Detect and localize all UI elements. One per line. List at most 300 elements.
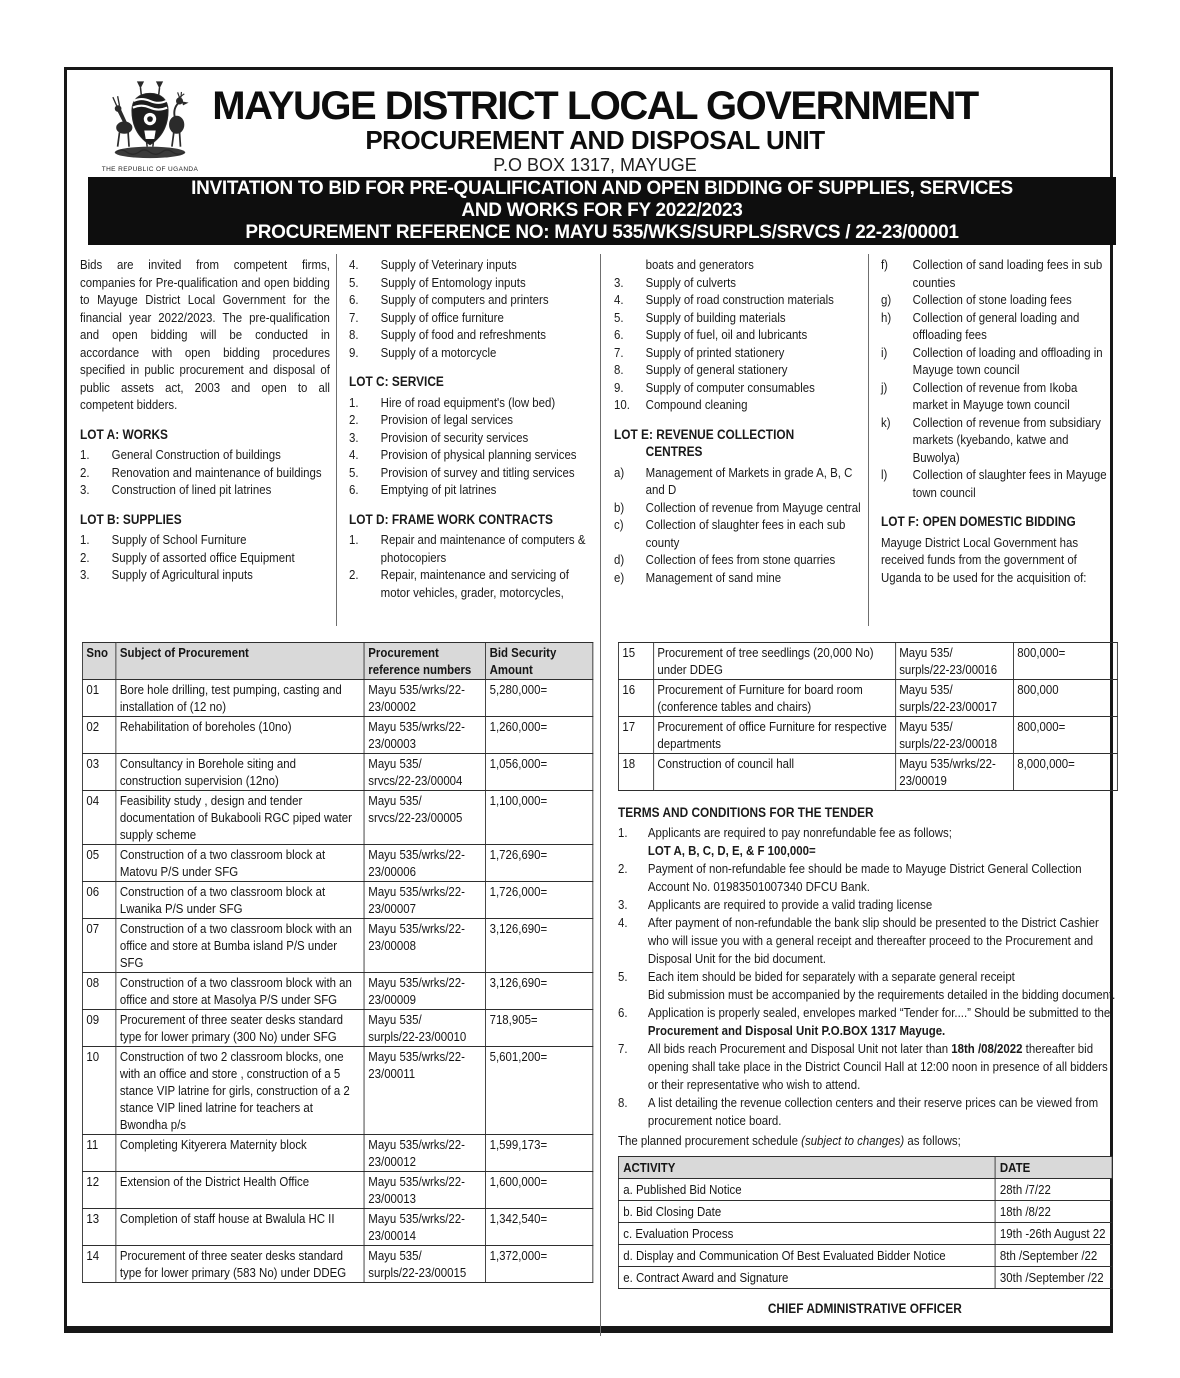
paragraph: Bids are invited from competent firms, companies for Pre-qualification and open bidding to Mayuge District Local Government for the financial year 2022/2023. The pre-qualification and open bidding will be conducted in accordance with open bidding procedures specified in public procurement and disposal of public assets act, 2003 and open to all competent bidders. bbox=[80, 257, 330, 412]
list-item-text: Supply of computers and printers bbox=[380, 292, 549, 307]
list-marker: f) bbox=[881, 257, 888, 272]
cell-sno: 01 bbox=[82, 680, 115, 717]
cell-amount: 718,905= bbox=[486, 1010, 593, 1047]
list-item bbox=[614, 464, 867, 499]
cell-subject: Construction of a two classroom block with an office and store at Bumba island P/S under SFG bbox=[116, 919, 364, 973]
table-header-row bbox=[82, 643, 592, 680]
schedule-table-container bbox=[618, 1156, 1118, 1289]
text-run: Applicants are required to provide a valid trading license bbox=[647, 897, 933, 912]
list-item bbox=[349, 344, 596, 362]
text-run: All bids reach Procurement and Disposal Unit not later than bbox=[647, 1041, 952, 1056]
cell-amount: 1,342,540= bbox=[486, 1209, 593, 1246]
cell-reference: Mayu 535/wrks/22- 23/00009 bbox=[364, 973, 485, 1010]
cell-sno: 13 bbox=[82, 1209, 115, 1246]
list-item-text: Supply of culverts bbox=[645, 274, 736, 290]
list-marker: 6. bbox=[349, 292, 359, 307]
cell-sno: 11 bbox=[82, 1135, 115, 1172]
list-item-text: Supply of building materials bbox=[645, 309, 786, 325]
cell-sno: 04 bbox=[82, 791, 115, 845]
list-item-text: Repair and maintenance of computers & photocopiers bbox=[380, 532, 586, 565]
cell-amount: 1,260,000= bbox=[486, 717, 593, 754]
list-item bbox=[80, 531, 330, 549]
table-row bbox=[618, 754, 1117, 791]
cell-amount: 8,000,000= bbox=[1013, 754, 1117, 791]
cell-amount: 1,726,000= bbox=[486, 882, 593, 919]
terms-item bbox=[618, 1004, 1118, 1040]
terms-item-text bbox=[648, 1094, 1118, 1130]
cell-amount: 800,000= bbox=[1013, 643, 1117, 680]
cell-sno: 08 bbox=[82, 973, 115, 1010]
list-item-text: Compound cleaning bbox=[645, 397, 748, 412]
terms-item-text bbox=[648, 824, 1118, 860]
table-row bbox=[82, 717, 592, 754]
table-row bbox=[82, 882, 592, 919]
list-item bbox=[349, 566, 596, 601]
table-row bbox=[82, 791, 592, 845]
list-item-text: boats and generators bbox=[645, 257, 754, 272]
list-item-text: Hire of road equipment's (low bed) bbox=[380, 394, 556, 410]
procurement-table-left bbox=[82, 642, 593, 1283]
list-item bbox=[614, 396, 867, 414]
list-marker: 9. bbox=[349, 344, 359, 360]
list-marker: 5. bbox=[349, 274, 359, 290]
table-row bbox=[82, 919, 592, 973]
list-marker: 5. bbox=[614, 309, 624, 325]
list-marker: 6. bbox=[349, 482, 359, 497]
list-marker: 10. bbox=[614, 397, 630, 412]
text-run: as follows; bbox=[904, 1133, 961, 1148]
list-item-text: Supply of fuel, oil and lubricants bbox=[645, 327, 808, 342]
list-marker: 1. bbox=[80, 532, 90, 547]
cell-amount: 3,126,690= bbox=[486, 919, 593, 973]
list-item-text: Collection of slaughter fees in Mayuge town council bbox=[912, 467, 1107, 500]
list-item-text: Supply of assorted office Equipment bbox=[111, 549, 295, 565]
schedule-row bbox=[618, 1223, 1112, 1245]
banner-line-3: PROCUREMENT REFERENCE NO: MAYU 535/WKS/SURPLS/SRVCS / 22-23/00001 bbox=[245, 222, 959, 243]
list-item-text: Emptying of pit latrines bbox=[380, 482, 497, 497]
logo-block bbox=[95, 80, 205, 173]
list-item-text: Management of Markets in grade A, B, C and D bbox=[645, 464, 853, 497]
cell-subject: Completion of staff house at Bwalula HC II bbox=[116, 1209, 364, 1246]
terms-item-text bbox=[648, 914, 1118, 968]
text-run: Each item should be bided for separately with a separate general receipt bbox=[647, 969, 1015, 984]
terms-item bbox=[618, 824, 1118, 860]
cell-amount: 1,372,000= bbox=[486, 1246, 593, 1283]
cell-sno: 03 bbox=[82, 754, 115, 791]
list-item-text: Supply of road construction materials bbox=[645, 292, 834, 307]
cell-amount: 1,100,000= bbox=[486, 791, 593, 845]
schedule-date-cell: 28th /7/22 bbox=[995, 1179, 1112, 1201]
table-row bbox=[618, 680, 1117, 717]
list-marker: 1. bbox=[349, 532, 359, 547]
list-item-text: Provision of legal services bbox=[380, 412, 513, 427]
cell-reference: Mayu 535/ surpls/22-23/00018 bbox=[895, 717, 1013, 754]
text-run: 18th /08/2022 bbox=[951, 1041, 1023, 1056]
table-row bbox=[82, 1010, 592, 1047]
list-item-text: Collection of stone loading fees bbox=[912, 292, 1072, 307]
list-marker: 9. bbox=[614, 379, 624, 395]
banner-line-2: AND WORKS FOR FY 2022/2023 bbox=[461, 200, 743, 221]
list-item bbox=[349, 446, 596, 464]
text-run: The planned procurement schedule bbox=[618, 1133, 802, 1148]
list-item bbox=[349, 394, 596, 412]
list-item bbox=[80, 481, 330, 499]
cell-sno: 07 bbox=[82, 919, 115, 973]
uganda-coat-of-arms-icon bbox=[102, 80, 198, 160]
list-item bbox=[349, 531, 596, 566]
cell-sno: 16 bbox=[618, 680, 653, 717]
list-item-text: Supply of printed stationery bbox=[645, 344, 785, 360]
list-item bbox=[614, 361, 867, 379]
list-item-text: Supply of Veterinary inputs bbox=[380, 257, 517, 272]
terms-item bbox=[618, 1040, 1118, 1094]
cell-reference: Mayu 535/wrks/22- 23/00003 bbox=[364, 717, 485, 754]
list-marker: 2. bbox=[349, 412, 359, 427]
cell-sno: 12 bbox=[82, 1172, 115, 1209]
cell-subject: Completing Kityerera Maternity block bbox=[116, 1135, 364, 1172]
schedule-date-cell: 30th /September /22 bbox=[995, 1267, 1112, 1289]
paragraph: Mayuge District Local Government has received funds from the government of Uganda to be used for the acquisition of: bbox=[881, 534, 1087, 585]
list-marker: 3. bbox=[349, 429, 359, 445]
republic-caption: THE REPUBLIC OF UGANDA bbox=[101, 166, 199, 173]
cell-sno: 17 bbox=[618, 717, 653, 754]
list-marker: g) bbox=[881, 292, 892, 307]
list-marker: 5. bbox=[349, 464, 359, 480]
cell-reference: Mayu 535/ surpls/22-23/00015 bbox=[364, 1246, 485, 1283]
cell-subject: Rehabilitation of boreholes (10no) bbox=[116, 717, 364, 754]
table-row bbox=[618, 643, 1117, 680]
list-marker: 8. bbox=[614, 362, 624, 377]
list-item bbox=[881, 309, 1112, 344]
list-item-text: Supply of School Furniture bbox=[111, 532, 247, 547]
list-marker: k) bbox=[881, 414, 891, 430]
list-item bbox=[349, 326, 596, 344]
list-marker: 6. bbox=[614, 327, 624, 342]
cell-reference: Mayu 535/wrks/22- 23/00006 bbox=[364, 845, 485, 882]
signature-line: CHIEF ADMINISTRATIVE OFFICER bbox=[767, 1301, 962, 1316]
cell-subject: Construction of a two classroom block with an office and store at Masolya P/S under SFG bbox=[116, 973, 364, 1010]
cell-reference: Mayu 535/wrks/22- 23/00011 bbox=[364, 1047, 485, 1135]
list-item bbox=[614, 379, 867, 397]
terms-item bbox=[618, 968, 1118, 1004]
text-run: (subject to changes) bbox=[801, 1133, 905, 1148]
list-item-text: Supply of Agricultural inputs bbox=[111, 567, 253, 582]
list-item bbox=[349, 411, 596, 429]
list-item-text: Collection of slaughter fees in each sub county bbox=[645, 517, 846, 550]
cell-subject: Construction of two 2 classroom blocks, one with an office and store , construction of a 5 stance VIP latrine for girls, construction of a 2 stance VIP lined latrine for teachers at Bwondha p/s bbox=[116, 1047, 364, 1135]
schedule-row bbox=[618, 1179, 1112, 1201]
cell-amount: 3,126,690= bbox=[486, 973, 593, 1010]
terms-item-text bbox=[648, 1004, 1118, 1040]
list-marker: 4. bbox=[614, 292, 624, 307]
list-item-text: Collection of sand loading fees in sub counties bbox=[912, 257, 1103, 290]
column-header: Procurement reference numbers bbox=[364, 643, 485, 680]
list-item bbox=[614, 309, 867, 327]
schedule-date-cell: 8th /September /22 bbox=[995, 1245, 1112, 1267]
list-item bbox=[80, 566, 330, 584]
cell-sno: 02 bbox=[82, 717, 115, 754]
schedule-row bbox=[618, 1245, 1112, 1267]
terms-item-text bbox=[648, 896, 1118, 914]
text-run: Bid submission must be accompanied by the requirements detailed in the bidding document. bbox=[647, 987, 1116, 1002]
schedule-column-header: ACTIVITY bbox=[618, 1157, 995, 1179]
terms-footer bbox=[618, 1132, 1118, 1150]
list-item bbox=[349, 309, 596, 327]
list-marker: 4. bbox=[349, 257, 359, 272]
cell-subject: Bore hole drilling, test pumping, casting and installation of (12 no) bbox=[116, 680, 364, 717]
org-title: MAYUGE DISTRICT LOCAL GOVERNMENT bbox=[212, 84, 978, 128]
terms-item bbox=[618, 1094, 1118, 1130]
list-item bbox=[881, 291, 1112, 309]
terms-list bbox=[618, 824, 1118, 1130]
notice-column-2 bbox=[349, 256, 630, 601]
list-marker: 2. bbox=[349, 567, 359, 582]
list-item-text: Provision of security services bbox=[380, 429, 529, 445]
terms-item-text bbox=[648, 1040, 1118, 1094]
list-marker bbox=[614, 256, 646, 274]
list-item bbox=[614, 569, 867, 587]
list-marker: 3. bbox=[80, 567, 90, 582]
cell-reference: Mayu 535/ srvcs/22-23/00005 bbox=[364, 791, 485, 845]
terms-item-marker: 5. bbox=[618, 969, 628, 984]
list-item bbox=[349, 481, 596, 499]
table-row bbox=[618, 717, 1117, 754]
cell-sno: 15 bbox=[618, 643, 653, 680]
text-run: Payment of non-refundable fee should be made to Mayuge District General Collection Account No. 01983501007340 DFCU Bank. bbox=[647, 861, 1082, 894]
list-item-text: Supply of general stationery bbox=[645, 362, 788, 377]
cell-subject: Construction of council hall bbox=[653, 754, 895, 791]
procurement-table bbox=[618, 642, 1118, 791]
cell-subject: Procurement of tree seedlings (20,000 No) under DDEG bbox=[653, 643, 895, 680]
table-row bbox=[82, 1135, 592, 1172]
list-item-text: Collection of revenue from Ikoba market in Mayuge town council bbox=[912, 379, 1078, 412]
text-run: A list detailing the revenue collection centers and their reserve prices can be viewed from procurement notice board. bbox=[647, 1095, 1099, 1128]
terms-item bbox=[618, 896, 1118, 914]
cell-subject: Procurement of three seater desks standard type for lower primary (583 No) under DDEG bbox=[116, 1246, 364, 1283]
table-row bbox=[82, 1047, 592, 1135]
list-marker: 7. bbox=[614, 344, 624, 360]
schedule-activity-cell: c. Evaluation Process bbox=[618, 1223, 995, 1245]
terms-item-marker: 7. bbox=[618, 1041, 628, 1056]
header-text-block bbox=[190, 86, 1000, 176]
cell-reference: Mayu 535/wrks/22- 23/00007 bbox=[364, 882, 485, 919]
table-row bbox=[82, 1172, 592, 1209]
cell-sno: 09 bbox=[82, 1010, 115, 1047]
list-item bbox=[881, 466, 1112, 501]
terms-title: TERMS AND CONDITIONS FOR THE TENDER bbox=[618, 805, 874, 820]
schedule-column-header: DATE bbox=[995, 1157, 1112, 1179]
table-row bbox=[82, 1209, 592, 1246]
list-marker: e) bbox=[614, 569, 625, 585]
list-item-text: Repair, maintenance and servicing of motor vehicles, grader, motorcycles, bbox=[380, 567, 569, 600]
invitation-banner bbox=[88, 177, 1116, 245]
list-item bbox=[614, 551, 867, 569]
table-row bbox=[82, 1246, 592, 1283]
cell-sno: 06 bbox=[82, 882, 115, 919]
list-item-text: Collection of revenue from subsidiary markets (kyebando, katwe and Buwolya) bbox=[912, 414, 1101, 465]
list-marker: 3. bbox=[80, 482, 90, 497]
cell-subject: Procurement of office Furniture for respective departments bbox=[653, 717, 895, 754]
list-item-text: Supply of a motorcycle bbox=[380, 344, 497, 360]
list-item-text: Management of sand mine bbox=[645, 569, 782, 585]
cell-reference: Mayu 535/wrks/22- 23/00012 bbox=[364, 1135, 485, 1172]
cell-amount: 800,000= bbox=[1013, 717, 1117, 754]
cell-sno: 18 bbox=[618, 754, 653, 791]
list-item-text: Collection of fees from stone quarries bbox=[645, 552, 836, 567]
schedule-date-cell: 18th /8/22 bbox=[995, 1201, 1112, 1223]
list-item bbox=[80, 446, 330, 464]
cell-reference: Mayu 535/wrks/22- 23/00008 bbox=[364, 919, 485, 973]
list-marker: b) bbox=[614, 499, 625, 515]
list-item-text: Renovation and maintenance of buildings bbox=[111, 464, 322, 480]
terms-item bbox=[618, 860, 1118, 896]
cell-sno: 14 bbox=[82, 1246, 115, 1283]
lot-heading: LOT F: OPEN DOMESTIC BIDDING bbox=[881, 514, 1076, 529]
list-marker: 2. bbox=[80, 464, 90, 480]
schedule-header-row bbox=[618, 1157, 1112, 1179]
notice-column-1 bbox=[80, 256, 364, 584]
list-marker: 2. bbox=[80, 549, 90, 565]
cell-amount: 1,599,173= bbox=[486, 1135, 593, 1172]
list-marker: i) bbox=[881, 344, 888, 360]
list-item bbox=[614, 326, 867, 344]
notice-column-4 bbox=[881, 256, 1143, 586]
list-item-text: Supply of food and refreshments bbox=[380, 327, 547, 342]
table-row bbox=[82, 680, 592, 717]
list-item-text: Collection of loading and offloading in Mayuge town council bbox=[912, 344, 1103, 377]
lot-heading: LOT E: REVENUE COLLECTION CENTRES bbox=[614, 426, 795, 459]
schedule-row bbox=[618, 1201, 1112, 1223]
column-header: Bid Security Amount bbox=[486, 643, 593, 680]
terms-item-text bbox=[648, 968, 1118, 1004]
lot-heading: LOT A: WORKS bbox=[80, 426, 168, 442]
list-item-text: Supply of office furniture bbox=[380, 309, 504, 325]
text-run: thereafter bid opening shall take place in the District Council Hall at 12:00 noon in presence of all bidders or their representative who wish to attend. bbox=[647, 1041, 1108, 1092]
list-item-text: Supply of computer consumables bbox=[645, 379, 815, 395]
list-marker: d) bbox=[614, 552, 625, 567]
cell-subject: Construction of a two classroom block at Matovu P/S under SFG bbox=[116, 845, 364, 882]
schedule-activity-cell: e. Contract Award and Signature bbox=[618, 1267, 995, 1289]
list-item bbox=[881, 344, 1112, 379]
lot-heading: LOT B: SUPPLIES bbox=[80, 511, 182, 527]
text-run: Application is properly sealed, envelopes marked “Tender for....” Should be submitted to the bbox=[647, 1005, 1111, 1020]
list-item bbox=[614, 499, 867, 517]
cell-reference: Mayu 535/wrks/22- 23/00013 bbox=[364, 1172, 485, 1209]
list-marker: 1. bbox=[349, 394, 359, 410]
list-marker: 7. bbox=[349, 309, 359, 325]
list-item bbox=[614, 516, 867, 551]
list-item bbox=[349, 429, 596, 447]
table-row bbox=[82, 845, 592, 882]
cell-subject: Consultancy in Borehole siting and construction supervision (12no) bbox=[116, 754, 364, 791]
list-item-text: Provision of physical planning services bbox=[380, 447, 577, 462]
cell-reference: Mayu 535/ surpls/22-23/00010 bbox=[364, 1010, 485, 1047]
text-run: Applicants are required to pay nonrefundable fee as follows; bbox=[647, 825, 952, 840]
procurement-table-right bbox=[618, 642, 1118, 791]
list-item bbox=[349, 464, 596, 482]
list-marker: 8. bbox=[349, 327, 359, 342]
list-item bbox=[614, 256, 867, 274]
list-item-text: Provision of survey and titling services bbox=[380, 464, 575, 480]
list-item-text: General Construction of buildings bbox=[111, 447, 281, 462]
cell-reference: Mayu 535/wrks/22- 23/00019 bbox=[895, 754, 1013, 791]
cell-reference: Mayu 535/ srvcs/22-23/00004 bbox=[364, 754, 485, 791]
list-item bbox=[614, 291, 867, 309]
terms-item-marker: 4. bbox=[618, 915, 628, 930]
cell-subject: Extension of the District Health Office bbox=[116, 1172, 364, 1209]
text-run: After payment of non-refundable the bank slip should be presented to the District Cashier who will issue you with a general receipt and thereafter proceed to the Procurement and Disposal Unit for the bid document. bbox=[647, 915, 1099, 966]
terms-item-marker: 1. bbox=[618, 825, 628, 840]
cell-subject: Construction of a two classroom block at Lwanika P/S under SFG bbox=[116, 882, 364, 919]
terms-item-marker: 6. bbox=[618, 1005, 628, 1020]
cell-subject: Procurement of three seater desks standard type for lower primary (300 No) under SFG bbox=[116, 1010, 364, 1047]
list-item bbox=[349, 256, 596, 274]
cell-amount: 1,600,000= bbox=[486, 1172, 593, 1209]
terms-item-marker: 8. bbox=[618, 1095, 628, 1110]
schedule-activity-cell: a. Published Bid Notice bbox=[618, 1179, 995, 1201]
list-item bbox=[614, 274, 867, 292]
list-item bbox=[881, 414, 1112, 467]
cell-amount: 5,601,200= bbox=[486, 1047, 593, 1135]
list-item bbox=[349, 274, 596, 292]
list-item bbox=[881, 379, 1112, 414]
text-run: Procurement and Disposal Unit P.O.BOX 1317 Mayuge. bbox=[647, 1023, 946, 1038]
list-marker: j) bbox=[881, 379, 888, 395]
list-item-text: Construction of lined pit latrines bbox=[111, 482, 272, 497]
table-row bbox=[82, 754, 592, 791]
procurement-table bbox=[82, 642, 593, 1283]
list-marker: a) bbox=[614, 464, 625, 480]
schedule-table bbox=[618, 1156, 1113, 1289]
cell-subject: Feasibility study , design and tender documentation of Bukabooli RGC piped water supply scheme bbox=[116, 791, 364, 845]
list-marker: 3. bbox=[614, 274, 624, 290]
list-marker: h) bbox=[881, 309, 892, 325]
list-item bbox=[881, 256, 1112, 291]
terms-item-text bbox=[648, 860, 1118, 896]
list-item bbox=[80, 549, 330, 567]
cell-reference: Mayu 535/ surpls/22-23/00016 bbox=[895, 643, 1013, 680]
cell-reference: Mayu 535/wrks/22- 23/00002 bbox=[364, 680, 485, 717]
lot-heading: LOT C: SERVICE bbox=[349, 374, 444, 389]
cell-amount: 1,726,690= bbox=[486, 845, 593, 882]
procurement-table-left-region bbox=[82, 642, 663, 1283]
banner-line-1: INVITATION TO BID FOR PRE-QUALIFICATION AND OPEN BIDDING OF SUPPLIES, SERVICES bbox=[191, 178, 1013, 199]
list-marker: c) bbox=[614, 517, 624, 532]
schedule-date-cell: 19th -26th August 22 bbox=[995, 1223, 1112, 1245]
cell-amount: 800,000 bbox=[1013, 680, 1117, 717]
lot-heading: LOT D: FRAME WORK CONTRACTS bbox=[349, 511, 553, 527]
address-line: P.O BOX 1317, MAYUGE bbox=[493, 155, 697, 175]
list-item bbox=[614, 344, 867, 362]
schedule-row bbox=[618, 1267, 1112, 1289]
list-marker: 1. bbox=[80, 447, 90, 462]
column-header: Subject of Procurement bbox=[116, 643, 364, 680]
right-content-region bbox=[618, 642, 1180, 1316]
list-item-text: Supply of Entomology inputs bbox=[380, 274, 526, 290]
schedule-activity-cell: d. Display and Communication Of Best Evaluated Bidder Notice bbox=[618, 1245, 995, 1267]
notice-column-3 bbox=[614, 256, 901, 586]
list-marker: 4. bbox=[349, 447, 359, 462]
terms-item-marker: 2. bbox=[618, 861, 628, 876]
cell-reference: Mayu 535/ surpls/22-23/00017 bbox=[895, 680, 1013, 717]
cell-subject: Procurement of Furniture for board room (conference tables and chairs) bbox=[653, 680, 895, 717]
list-item-text: Collection of general loading and offloading fees bbox=[912, 309, 1080, 342]
cell-sno: 10 bbox=[82, 1047, 115, 1135]
unit-subtitle: PROCUREMENT AND DISPOSAL UNIT bbox=[365, 125, 825, 155]
terms-item bbox=[618, 914, 1118, 968]
table-row bbox=[82, 973, 592, 1010]
terms-item-marker: 3. bbox=[618, 897, 628, 912]
